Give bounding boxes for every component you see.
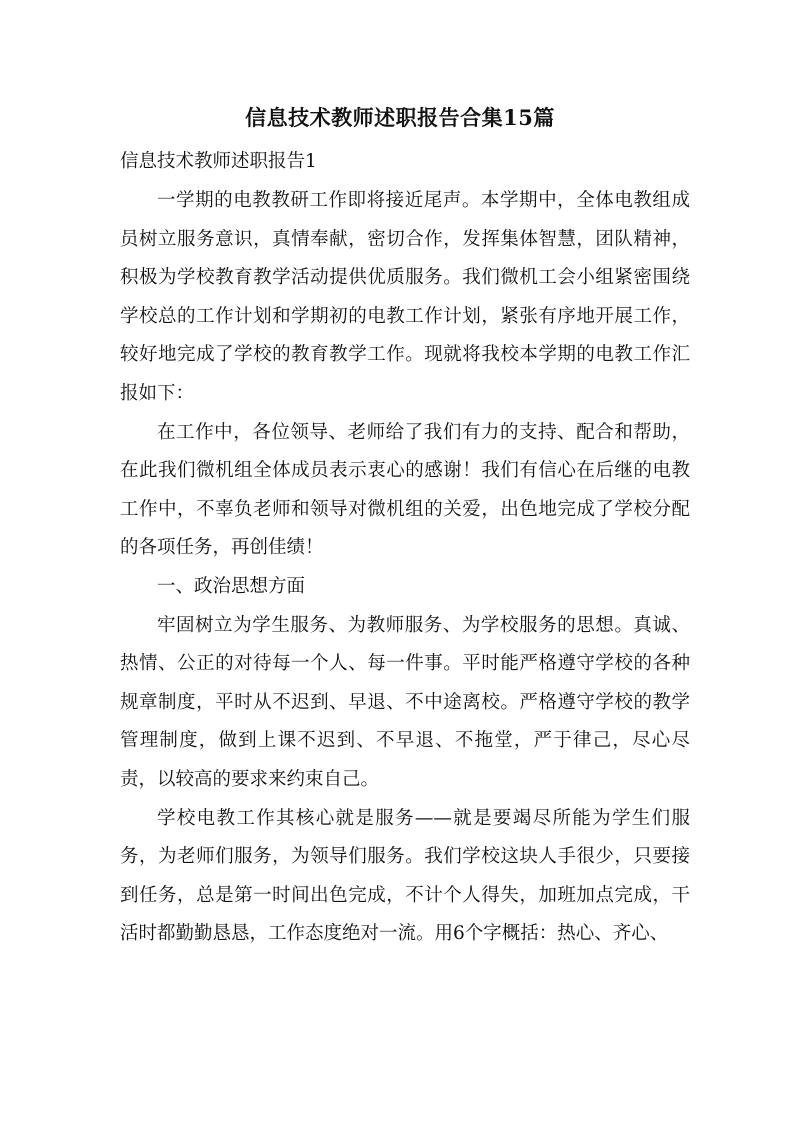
paragraph-thanks: 在工作中，各位领导、老师给了我们有力的支持、配合和帮助，在此我们微机组全体成员表示衷心的感谢！我们有信心在后继的电教工作中，不辜负老师和领导对微机组的关爱，出色地完成了学校分配的各项任务，再创佳绩！: [120, 421, 690, 559]
paragraph-service: 学校电教工作其核心就是服务——就是要竭尽所能为学生们服务，为老师们服务，为领导们服务。我们学校这块人手很少，只要接到任务，总是第一时间出色完成，不计个人得失，加班加点完成，干活时都勤勤恳恳，工作态度绝对一流。用6个字概括：热心、齐心、: [120, 807, 690, 945]
document-body: [120, 182, 690, 954]
paragraph-intro: 一学期的电教教研工作即将接近尾声。本学期中，全体电教组成员树立服务意识，真情奉献，密切合作，发挥集体智慧，团队精神，积极为学校教育教学活动提供优质服务。我们微机工会小组紧密围绕学校总的工作计划和学期初的电教工作计划，紧张有序地开展工作，较好地完成了学校的教育教学工作。现就将我校本学期的电教工作汇报如下：: [120, 190, 690, 404]
document-title: 信息技术教师述职报告合集15篇: [245, 105, 555, 130]
report-subtitle: 信息技术教师述职报告1: [120, 151, 317, 172]
section-heading-politics: 一、政治思想方面: [157, 575, 306, 597]
paragraph-politics: 牢固树立为学生服务、为教师服务、为学校服务的思想。真诚、热情、公正的对待每一个人、每一件事。平时能严格遵守学校的各种规章制度，平时从不迟到、早退、不中途离校。严格遵守学校的教学管理制度，做到上课不迟到、不早退、不拖堂，严于律己，尽心尽责，以较高的要求来约束自己。: [120, 614, 690, 790]
